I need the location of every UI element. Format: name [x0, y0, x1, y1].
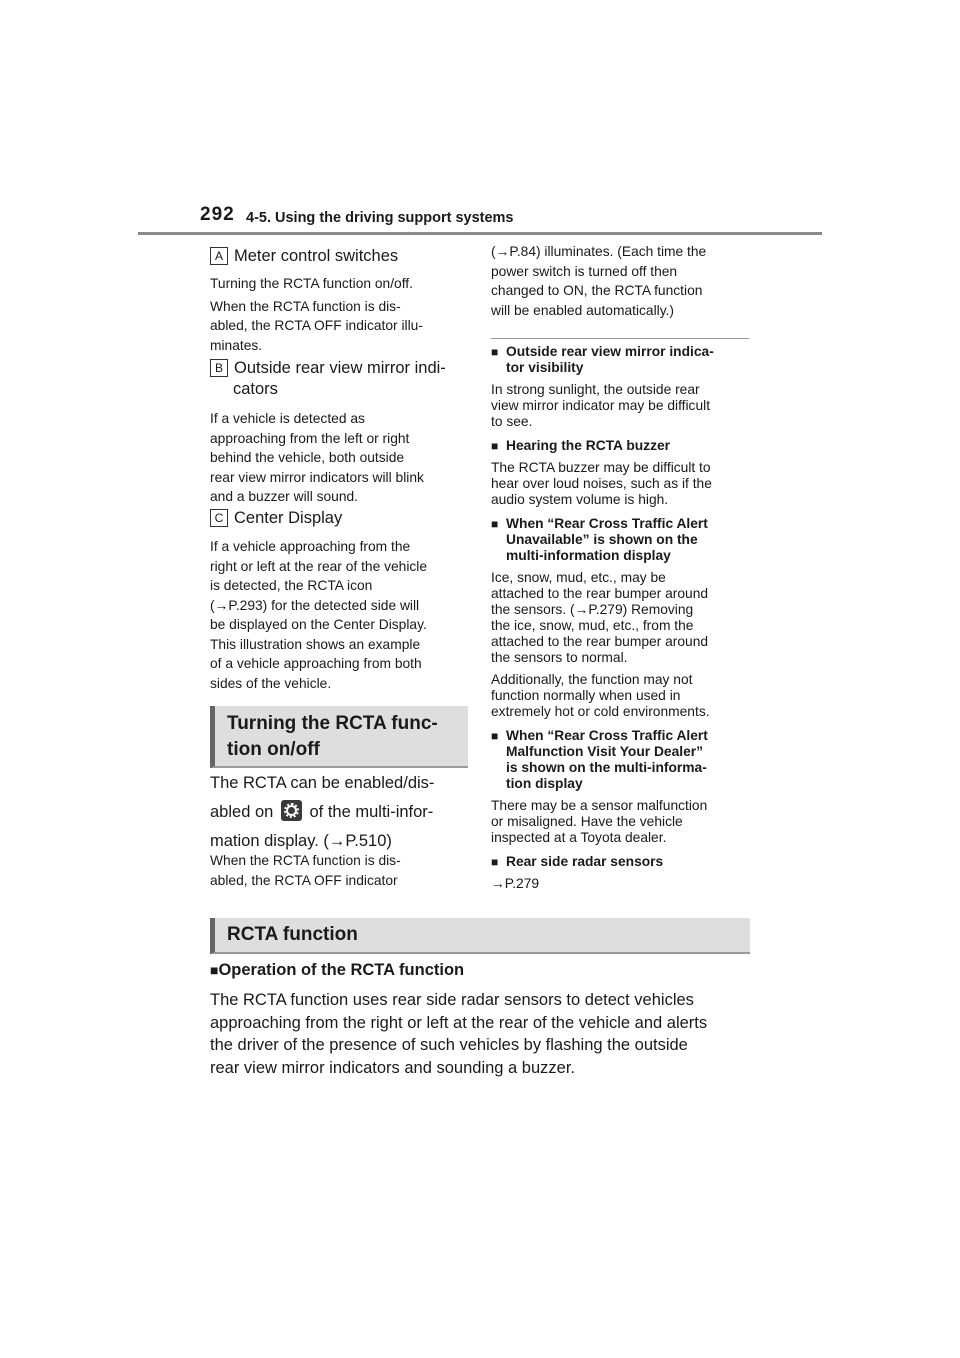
note-hearing-buzzer — [491, 438, 751, 508]
item-b-title — [210, 358, 470, 400]
note-head — [491, 438, 751, 454]
item-c-title — [210, 508, 470, 529]
item-b-desc-line: and a buzzer will sound. — [210, 489, 359, 504]
note-text-line: extremely hot or cold environments. — [491, 704, 710, 719]
item-a-title — [210, 246, 470, 267]
item-b-desc-line: rear view mirror indicators will blink — [210, 469, 424, 485]
note-text-line: Ice, snow, mud, etc., may be — [491, 570, 666, 585]
note-malfunction — [491, 728, 751, 846]
turning-body-line2b: of the multi-infor- — [309, 803, 434, 821]
note-head-line: Outside rear view mirror indica- — [506, 344, 714, 359]
item-a-desc2-line: When the RCTA function is dis- — [210, 298, 401, 314]
page-reference-link[interactable]: →P.279 — [491, 876, 540, 891]
item-c-desc — [210, 537, 470, 693]
turning-note-line: When the RCTA function is dis- — [210, 853, 401, 868]
item-b — [210, 358, 470, 507]
section-turning-rcta-line2: tion on/off — [227, 739, 320, 760]
label-a-box: A — [210, 247, 228, 265]
square-bullet: ■ — [491, 345, 499, 359]
section-rcta-function-title: RCTA function — [227, 924, 358, 945]
item-c-desc-line: of a vehicle approaching from both — [210, 656, 422, 671]
note-text-line: or misaligned. Have the vehicle — [491, 814, 683, 829]
note-text-line: audio system volume is high. — [491, 492, 669, 507]
turning-body-line1: The RCTA can be enabled/dis- — [210, 774, 435, 792]
note-text — [491, 876, 751, 892]
note-text-line: In strong sunlight, the outside rear — [491, 382, 700, 397]
turning-note — [210, 851, 470, 890]
square-bullet: ■ — [491, 439, 499, 453]
note-text-line: attached to the rear bumper around — [491, 634, 709, 649]
operation-text-line: approaching from the right or left at the rear of the vehicle and alerts — [210, 1013, 708, 1032]
item-b-desc-line: approaching from the left or right — [210, 430, 410, 446]
item-b-desc-line: behind the vehicle, both outside — [210, 450, 405, 465]
square-bullet: ■ — [491, 517, 499, 531]
note-head-line: When “Rear Cross Traffic Alert — [506, 728, 708, 743]
note-text-line: The RCTA buzzer may be difficult to — [491, 460, 711, 475]
right-cont-line: (→P.84) illuminates. (Each time the — [491, 244, 707, 259]
label-c-box: C — [210, 509, 228, 527]
note-unavailable — [491, 516, 751, 720]
note-head-line: tion display — [506, 776, 583, 791]
item-b-desc-line: If a vehicle is detected as — [210, 411, 365, 426]
item-c-desc-line: If a vehicle approaching from the — [210, 539, 411, 554]
note-text-line: the sensors. (→P.279) Removing — [491, 602, 694, 617]
turning-note-line: abled, the RCTA OFF indicator — [210, 872, 398, 888]
operation-text — [210, 989, 770, 1079]
square-bullet: ■ — [210, 962, 219, 978]
item-c-desc-line: be displayed on the Center Display. — [210, 617, 427, 632]
note-text — [491, 460, 751, 508]
turning-body-line2a: abled on — [210, 803, 274, 821]
section-turning-rcta-line1: Turning the RCTA func- — [227, 713, 438, 734]
operation-text-line: the driver of the presence of such vehicles by flashing the outside — [210, 1036, 688, 1054]
item-b-desc — [210, 409, 470, 507]
item-c-desc-line: sides of the vehicle. — [210, 675, 332, 691]
note-text-additional — [491, 672, 751, 720]
note-head-line: Malfunction Visit Your Dealer” — [506, 744, 704, 759]
item-c — [210, 508, 470, 693]
operation-head — [210, 960, 770, 980]
note-text-line: Additionally, the function may not — [491, 672, 693, 687]
right-cont-line: power switch is turned off then — [491, 263, 678, 279]
page-number: 292 — [200, 204, 235, 225]
right-cont-line: changed to ON, the RCTA function — [491, 283, 703, 299]
item-c-desc-line: (→P.293) for the detected side will — [210, 597, 420, 613]
item-c-desc-line: This illustration shows an example — [210, 636, 421, 652]
right-continuation — [491, 242, 751, 320]
item-c-desc-line: is detected, the RCTA icon — [210, 578, 373, 593]
note-text-line: view mirror indicator may be difficult — [491, 398, 711, 413]
operation-head-text: Operation of the RCTA function — [218, 961, 465, 979]
item-b-title-line2: cators — [233, 380, 278, 398]
note-text-line: the sensors to normal. — [491, 650, 628, 665]
note-text — [491, 570, 751, 666]
section-header: 4-5. Using the driving support systems — [246, 210, 514, 226]
note-text-line: attached to the rear bumper around — [491, 586, 709, 601]
note-head — [491, 728, 751, 792]
turning-body-line2 — [210, 799, 472, 826]
item-a-desc2-line: abled, the RCTA OFF indicator illu- — [210, 318, 423, 333]
item-a-desc2 — [210, 297, 470, 356]
item-a — [210, 246, 470, 355]
note-text-line: hear over loud noises, such as if the — [491, 476, 712, 491]
note-text — [491, 798, 751, 846]
note-head-line: Hearing the RCTA buzzer — [506, 438, 671, 453]
item-b-title-line1: Outside rear view mirror indi- — [234, 359, 446, 377]
note-head-line: tor visibility — [506, 360, 584, 375]
note-text-line: inspected at a Toyota dealer. — [491, 830, 667, 845]
item-a-title-text: Meter control switches — [234, 247, 399, 265]
note-text-line: function normally when used in — [491, 688, 681, 703]
note-text-line: There may be a sensor malfunction — [491, 798, 708, 813]
note-head-line: multi-information display — [506, 548, 671, 563]
note-head — [491, 854, 751, 870]
note-mirror-visibility — [491, 344, 751, 430]
section-rcta-function — [210, 918, 750, 954]
item-a-desc2-line: minates. — [210, 337, 263, 353]
right-divider — [491, 338, 749, 339]
note-text — [491, 382, 751, 430]
header-rule — [138, 232, 822, 235]
item-a-desc1: Turning the RCTA function on/off. — [210, 276, 413, 291]
note-head-line: Unavailable” is shown on the — [506, 532, 698, 547]
note-head-line: is shown on the multi-informa- — [506, 760, 707, 775]
gear-icon — [281, 800, 302, 821]
note-radar-sensors — [491, 854, 751, 892]
right-cont-line: will be enabled automatically.) — [491, 302, 675, 318]
square-bullet: ■ — [491, 729, 499, 743]
operation-section — [210, 960, 770, 1079]
note-head — [491, 516, 751, 564]
square-bullet: ■ — [491, 855, 499, 869]
note-text-line: the ice, snow, mud, etc., from the — [491, 618, 694, 633]
note-text-line: to see. — [491, 414, 533, 429]
turning-body-line3: mation display. (→P.510) — [210, 832, 392, 850]
note-head — [491, 344, 751, 376]
note-head-line: When “Rear Cross Traffic Alert — [506, 516, 708, 531]
turning-body — [210, 770, 472, 855]
notes-list — [491, 344, 751, 892]
section-turning-rcta — [210, 706, 468, 768]
label-b-box: B — [210, 359, 228, 377]
item-c-title-text: Center Display — [234, 509, 343, 527]
note-head-line: Rear side radar sensors — [506, 854, 664, 869]
operation-text-line: The RCTA function uses rear side radar sensors to detect vehicles — [210, 991, 694, 1009]
operation-text-line: rear view mirror indicators and sounding a buzzer. — [210, 1058, 576, 1077]
item-c-desc-line: right or left at the rear of the vehicle — [210, 558, 428, 574]
